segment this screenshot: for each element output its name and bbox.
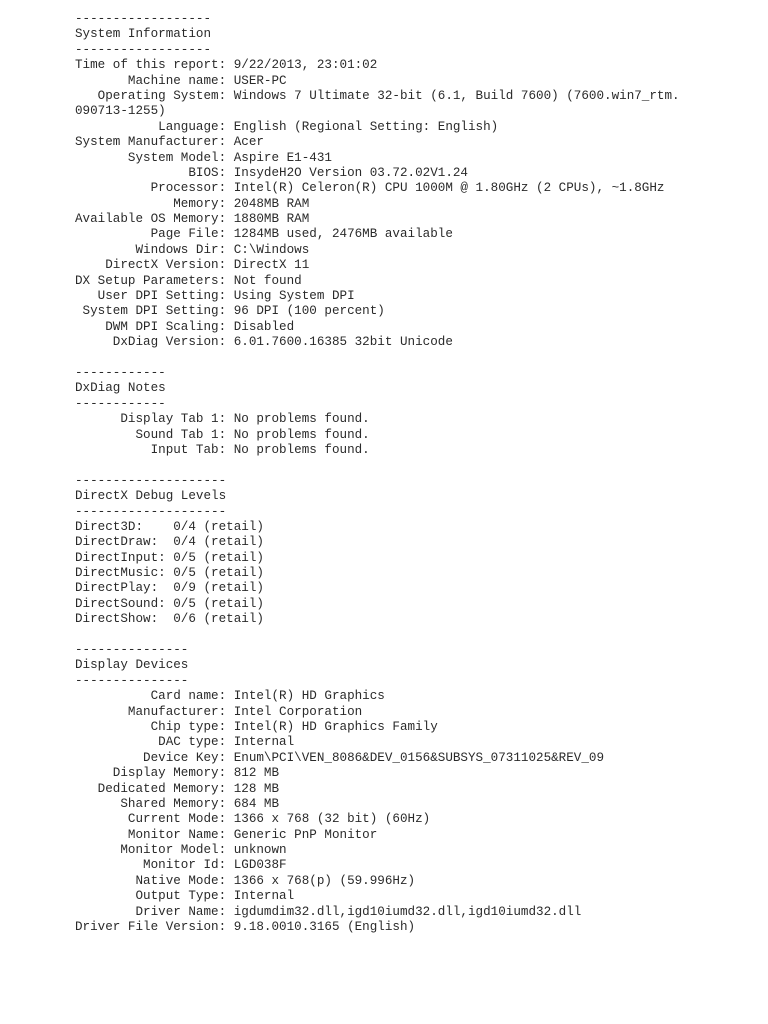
report-line: System DPI Setting: 96 DPI (100 percent) [75, 304, 385, 319]
report-line: Driver File Version: 9.18.0010.3165 (English) [75, 920, 416, 935]
section-separator-bottom: --------------- [75, 673, 189, 688]
report-line: DirectX Version: DirectX 11 [75, 258, 310, 273]
report-line: Chip type: Intel(R) HD Graphics Family [75, 719, 438, 734]
report-line: DWM DPI Scaling: Disabled [75, 319, 295, 334]
report-line: Input Tab: No problems found. [75, 442, 370, 457]
report-line: DirectSound: 0/5 (retail) [75, 596, 264, 611]
report-line: System Model: Aspire E1-431 [75, 150, 332, 165]
report-line: Windows Dir: C:\Windows [75, 242, 310, 257]
report-line: DxDiag Version: 6.01.7600.16385 32bit Unicode [75, 335, 453, 350]
section-separator-top: ------------ [75, 365, 166, 380]
report-line: DirectShow: 0/6 (retail) [75, 612, 264, 627]
section-heading: System Information [75, 27, 212, 42]
report-line: Machine name: USER-PC [75, 73, 287, 88]
report-line: Monitor Model: unknown [75, 843, 287, 858]
report-line: Output Type: Internal [75, 889, 295, 904]
section-spacer [75, 458, 765, 473]
section-separator-top: --------------- [75, 643, 189, 658]
section-separator-bottom: ------------ [75, 396, 166, 411]
report-line: 090713-1255) [75, 104, 166, 119]
report-line: Page File: 1284MB used, 2476MB available [75, 227, 453, 242]
report-line: Display Tab 1: No problems found. [75, 412, 370, 427]
report-line: Card name: Intel(R) HD Graphics [75, 689, 385, 704]
report-line: DAC type: Internal [75, 735, 295, 750]
report-line: Processor: Intel(R) Celeron(R) CPU 1000M @ 1.80GHz (2 CPUs), ~1.8GHz [75, 181, 665, 196]
report-line: DirectInput: 0/5 (retail) [75, 550, 264, 565]
report-line: Device Key: Enum\PCI\VEN_8086&DEV_0156&SUBSYS_07311025&REV_09 [75, 750, 605, 765]
section-separator-bottom: ------------------ [75, 42, 212, 57]
section-heading: DxDiag Notes [75, 381, 166, 396]
report-line: Available OS Memory: 1880MB RAM [75, 212, 310, 227]
report-line: Sound Tab 1: No problems found. [75, 427, 370, 442]
section-separator-bottom: -------------------- [75, 504, 227, 519]
section-separator-top: -------------------- [75, 473, 227, 488]
report-line: Dedicated Memory: 128 MB [75, 781, 280, 796]
report-line: Current Mode: 1366 x 768 (32 bit) (60Hz) [75, 812, 431, 827]
section-spacer [75, 628, 765, 643]
report-line: Monitor Id: LGD038F [75, 858, 287, 873]
section-heading: Display Devices [75, 658, 189, 673]
report-line: System Manufacturer: Acer [75, 135, 264, 150]
report-line: DX Setup Parameters: Not found [75, 273, 302, 288]
section-spacer [75, 351, 765, 366]
report-line: Display Memory: 812 MB [75, 766, 280, 781]
report-line: Monitor Name: Generic PnP Monitor [75, 827, 378, 842]
report-line: Shared Memory: 684 MB [75, 796, 280, 811]
report-line: Language: English (Regional Setting: English) [75, 119, 499, 134]
report-line: Time of this report: 9/22/2013, 23:01:02 [75, 58, 378, 73]
report-line: Direct3D: 0/4 (retail) [75, 519, 264, 534]
report-line: Memory: 2048MB RAM [75, 196, 310, 211]
dxdiag-report [75, 12, 765, 935]
report-line: DirectMusic: 0/5 (retail) [75, 566, 264, 581]
report-line: BIOS: InsydeH2O Version 03.72.02V1.24 [75, 165, 468, 180]
report-line: Driver Name: igdumdim32.dll,igd10iumd32.dll,igd10iumd32.dll [75, 904, 582, 919]
section-separator-top: ------------------ [75, 12, 212, 26]
report-line: Manufacturer: Intel Corporation [75, 704, 363, 719]
report-line: User DPI Setting: Using System DPI [75, 289, 355, 304]
report-line: DirectPlay: 0/9 (retail) [75, 581, 264, 596]
report-line: DirectDraw: 0/4 (retail) [75, 535, 264, 550]
section-heading: DirectX Debug Levels [75, 489, 227, 504]
report-line: Native Mode: 1366 x 768(p) (59.996Hz) [75, 873, 416, 888]
report-line: Operating System: Windows 7 Ultimate 32-bit (6.1, Build 7600) (7600.win7_rtm. [75, 88, 680, 103]
